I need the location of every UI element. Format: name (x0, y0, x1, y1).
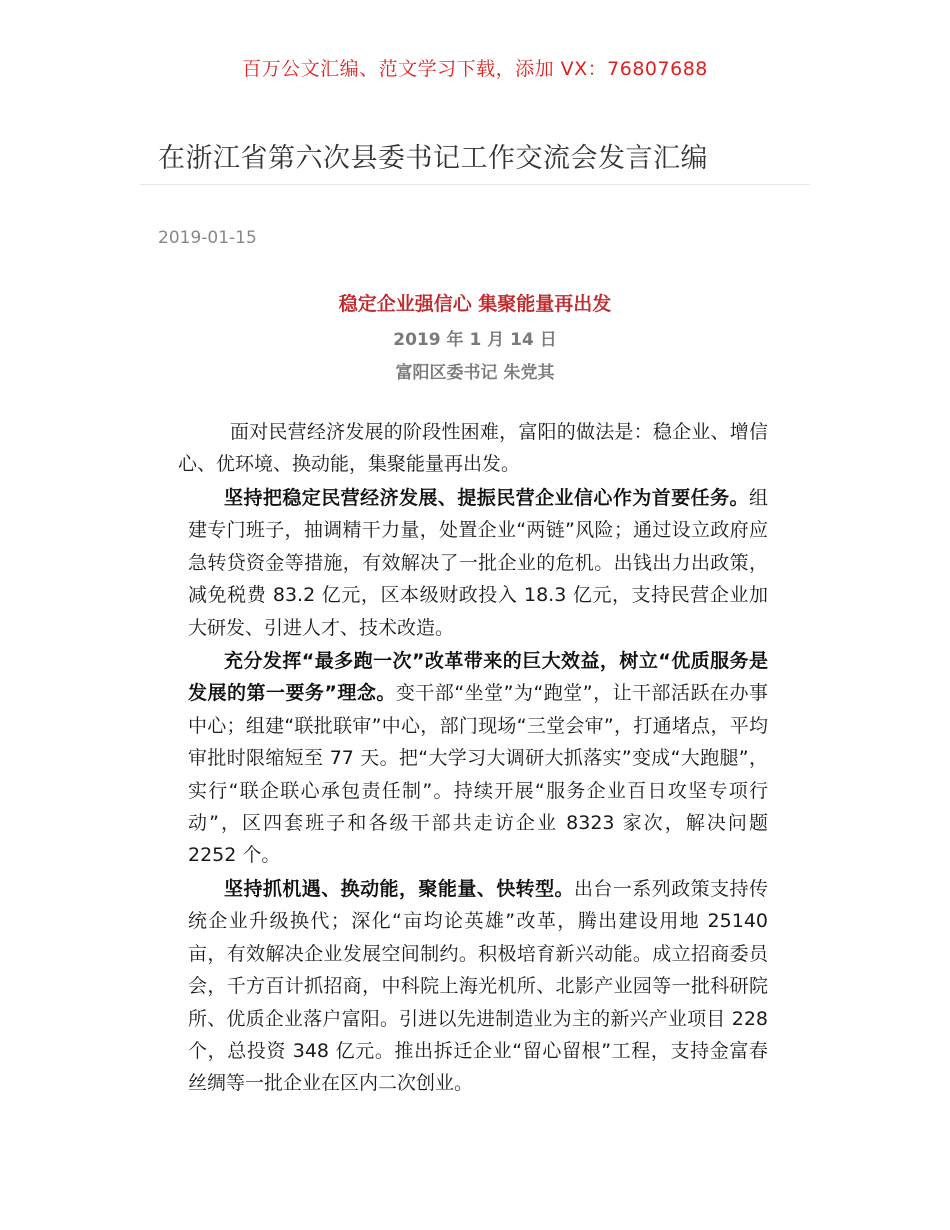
paragraph-lead: 充分发挥“最多跑一次”改革带来的巨大效益，树立“优质服务是发展的第一要务”理念。 (188, 650, 768, 705)
paragraph-text: 出台一系列政策支持传统企业升级换代；深化“亩均论英雄”改革，腾出建设用地 25140 亩，有效解决企业发展空间制约。积极培育新兴动能。成立招商委员会，千方百计抓招商，中科院上海光机所、北影产业园等一批科研院所、优质企业落户富阳。引进以先进制造业为主的新兴产业项目 228 个，总投资 348 亿元。推出拆迁企业“留心留根”工程，支持金富春丝绸等一批企业在区内二次创业。 (188, 878, 768, 1095)
paragraph-text: 组建专门班子，抽调精干力量，处置企业“两链”风险；通过设立政府应急转贷资金等措施，有效解决了一批企业的危机。出钱出力出政策，减免税费 83.2 亿元，区本级财政投入 18.3 亿元，支持民营企业加大研发、引进人才、技术改造。 (188, 487, 768, 639)
promo-banner: 百万公文汇编、范文学习下载，添加 VX：76807688 (242, 58, 708, 80)
paragraph-transform (188, 873, 768, 1100)
article-title: 在浙江省第六次县委书记工作交流会发言汇编 (158, 143, 708, 174)
paragraph-text: 面对民营经济发展的阶段性困难，富阳的做法是：稳企业、增信心、优环境、换动能，集聚能量再出发。 (178, 421, 768, 476)
paragraph-text: 变干部“坐堂”为“跑堂”，让干部活跃在办事中心；组建“联批联审”中心，部门现场“三堂会审”，打通堵点，平均审批时限缩短至 77 天。把“大学习大调研大抓落实”变成“大跑腿”，实行“联企联心承包责任制”。持续开展“服务企业百日攻坚专项行动”，区四套班子和各级干部共走访企业 8323 家次，解决问题 2252 个。 (188, 682, 768, 867)
speech-title: 稳定企业强信心 集聚能量再出发 (338, 293, 612, 315)
paragraph-intro (178, 416, 768, 481)
paragraph-lead: 坚持抓机遇、换动能，聚能量、快转型。 (224, 878, 574, 900)
paragraph-lead: 坚持把稳定民营经济发展、提振民营企业信心作为首要任务。 (224, 487, 749, 509)
title-divider (140, 184, 810, 185)
publish-date: 2019-01-15 (158, 228, 257, 248)
speaker-line: 富阳区委书记 朱党其 (395, 363, 555, 383)
paragraph-stabilize (188, 482, 768, 644)
paragraph-reform (188, 645, 768, 872)
speech-date: 2019 年 1 月 14 日 (393, 330, 557, 350)
